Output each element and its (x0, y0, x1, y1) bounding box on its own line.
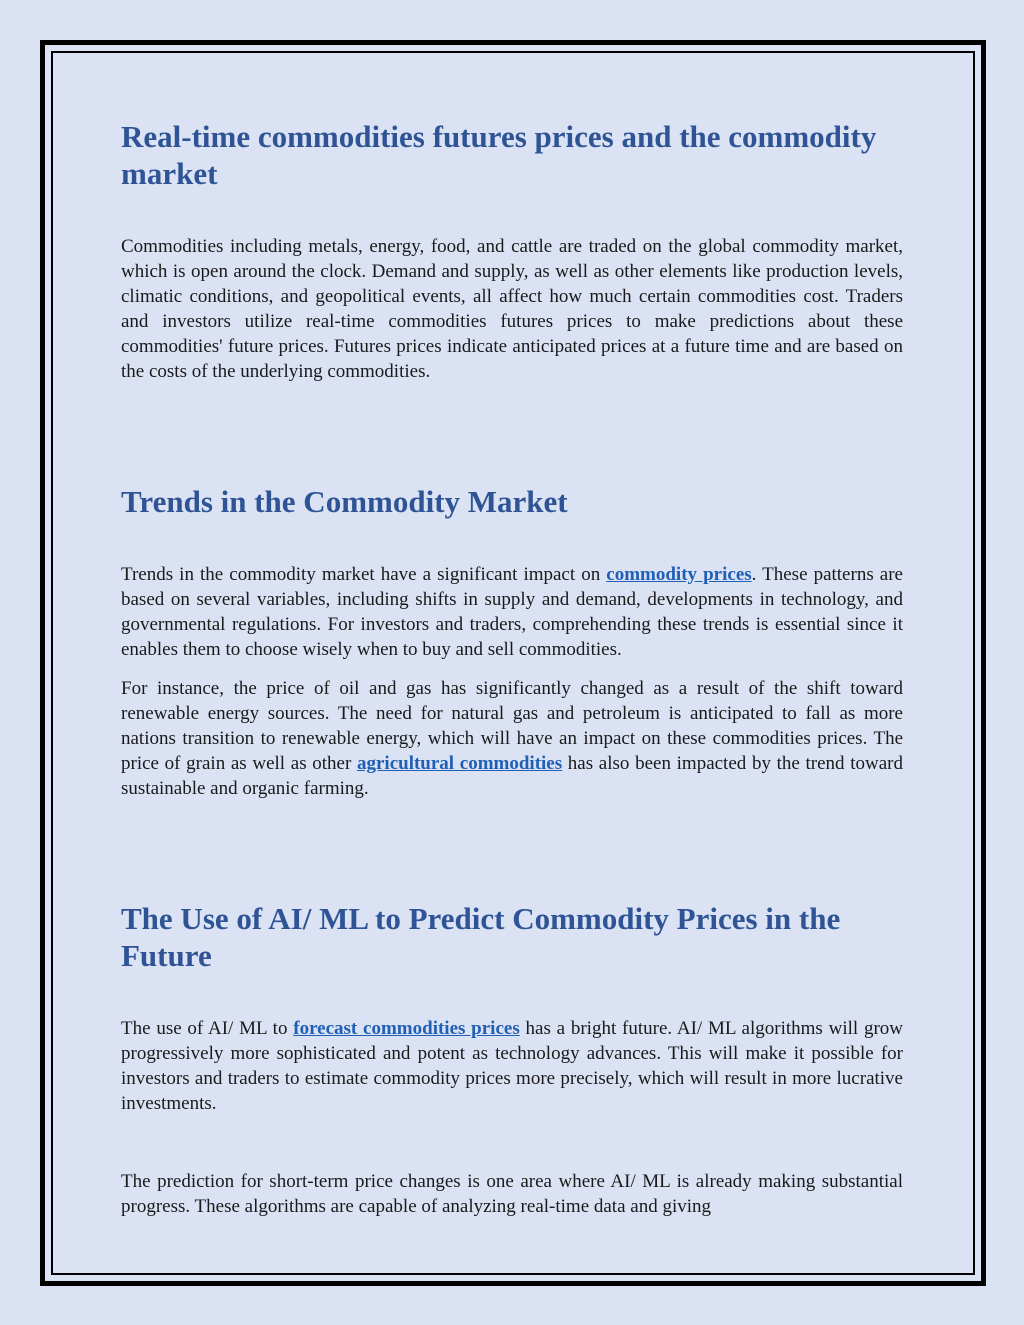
paragraph-market-trends (121, 562, 903, 662)
paragraph-ai-ml-future (121, 1016, 903, 1116)
link-forecast-commodities-prices[interactable]: forecast commodities prices (293, 1018, 520, 1039)
paragraph-text: Trends in the commodity market have a significant impact on (121, 564, 607, 585)
paragraph-text: has a bright future. AI/ ML algorithms will grow progressively more sophisticated and potent as technology advances. This will make it possible for investors and traders to estimate commodity prices more precisely, which will result in more lucrative investments. (121, 1018, 903, 1114)
section-heading-market-trends: Trends in the Commodity Market (121, 484, 568, 519)
paragraph-text: For instance, the price of oil and gas has significantly changed as a result of the shift toward renewable energy sources. The need for natural gas and petroleum is anticipated to fall as more nations transition to renewable energy, which will have an impact on these commodities prices. The price of grain as well as other (121, 678, 903, 774)
paragraph-text: has also been impacted by the trend toward sustainable and organic farming. (121, 753, 903, 799)
paragraph-renewable-energy (121, 676, 903, 801)
paragraph-commodity-market-intro: Commodities including metals, energy, food, and cattle are traded on the global commodity market, which is open around the clock. Demand and supply, as well as other elements like production levels, climatic conditions, and geopolitical events, all affect how much certain commodities cost. Traders and investors utilize real-time commodities futures prices to make predictions about these commodities' future prices. Futures prices indicate anticipated prices at a future time and are based on the costs of the underlying commodities. (121, 236, 903, 382)
document-body (121, 118, 903, 1219)
paragraph-short-term-prediction: The prediction for short-term price changes is one area where AI/ ML is already making substantial progress. These algorithms are capable of analyzing real-time data and giving (121, 1171, 903, 1217)
section-heading-realtime-prices: Real-time commodities futures prices and the commodity market (121, 119, 877, 191)
paragraph-text: . These patterns are based on several variables, including shifts in supply and demand, developments in technology, and governmental regulations. For investors and traders, comprehending these trends is essential since it enables them to choose wisely when to buy and sell commodities. (121, 564, 903, 660)
paragraph-text: The use of AI/ ML to (121, 1018, 294, 1039)
section-heading-ai-ml: The Use of AI/ ML to Predict Commodity Prices in the Future (121, 901, 841, 973)
link-commodity-prices[interactable]: commodity prices (606, 564, 752, 585)
link-agricultural-commodities[interactable]: agricultural commodities (356, 753, 563, 774)
